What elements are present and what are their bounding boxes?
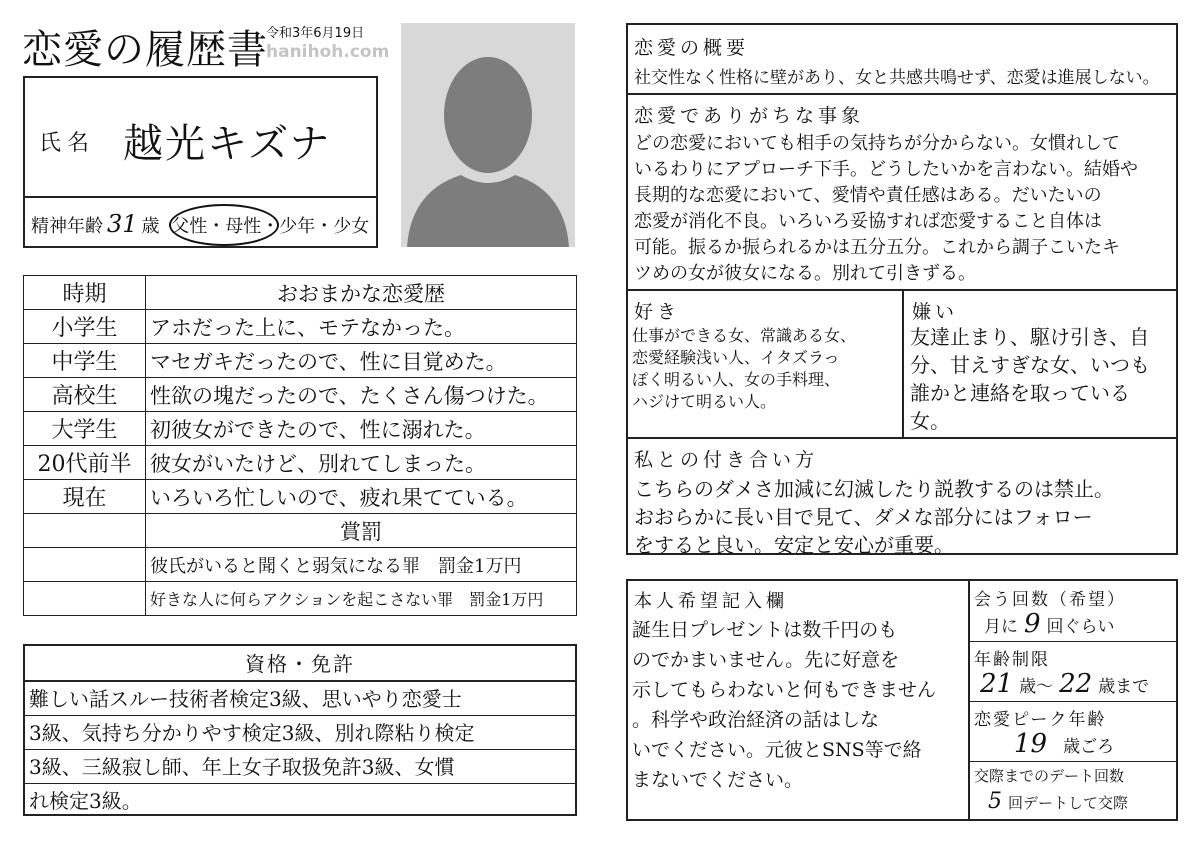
mental-age-label: 精神年齢 bbox=[31, 216, 103, 237]
likes-line: ハジけて明るい人。 bbox=[632, 392, 777, 411]
peak-age-number: 19 bbox=[1014, 729, 1048, 759]
name-label: 氏名 bbox=[39, 131, 96, 156]
qualifications-title: 資格・免許 bbox=[25, 646, 575, 682]
period-cell: 現在 bbox=[24, 480, 146, 514]
approach-line: こちらのダメさ加減に幻滅したり説教するのは禁止。 bbox=[634, 477, 1114, 501]
peak-age-suffix: 歳ごろ bbox=[1063, 737, 1115, 757]
age-limit-max: 22 bbox=[1059, 669, 1093, 699]
dates-suffix: 回デートして交際 bbox=[1008, 794, 1129, 812]
history-cell: 初彼女ができたので、性に溺れた。 bbox=[146, 412, 577, 446]
qualification-line: 3級、三級寂し師、年上女子取扱免許3級、女慣 bbox=[25, 750, 575, 784]
divider bbox=[902, 289, 904, 437]
table-row bbox=[24, 446, 577, 480]
personality-types: 父性・母性・少年・少女 bbox=[171, 216, 370, 237]
dislikes-line: 女。 bbox=[910, 409, 950, 433]
common-events-label: 恋愛でありがちな事象 bbox=[634, 105, 865, 127]
wish-line: 。科学や政治経済の話はしな bbox=[632, 709, 880, 731]
age-limit-suffix: 歳まで bbox=[1098, 677, 1150, 697]
divider bbox=[968, 641, 1178, 642]
dislikes-line: 友達止まり、駆け引き、自 bbox=[910, 325, 1150, 349]
qualifications-box bbox=[23, 644, 577, 816]
age-limit-label: 年齢制限 bbox=[974, 650, 1050, 670]
history-cell: 彼女がいたけど、別れてしまった。 bbox=[146, 446, 577, 480]
wish-line: いでください。元彼とSNS等で絡 bbox=[632, 739, 922, 761]
peak-age-value bbox=[1008, 729, 1114, 759]
common-events-line: いるわりにアプローチ下手。どうしたいかを言わない。結婚や bbox=[634, 159, 1138, 180]
empty-cell bbox=[24, 514, 146, 548]
period-cell: 大学生 bbox=[24, 412, 146, 446]
likes-line: 仕事ができる女、常識ある女、 bbox=[632, 326, 857, 345]
penalty-cell: 彼氏がいると聞くと弱気になる罪 罰金1万円 bbox=[146, 548, 577, 582]
dislikes-line: 分、甘えすぎな女、いつも bbox=[910, 353, 1150, 377]
meet-suffix: 回ぐらい bbox=[1046, 617, 1115, 637]
dates-before-dating-value bbox=[982, 789, 1128, 814]
penalty-header: 賞罰 bbox=[146, 514, 577, 548]
dislikes-line: 誰かと連絡を取っている bbox=[910, 381, 1130, 405]
summary-label: 恋愛の概要 bbox=[634, 37, 750, 59]
period-cell: 高校生 bbox=[24, 378, 146, 412]
history-cell: マセガキだったので、性に目覚めた。 bbox=[146, 344, 577, 378]
meet-frequency-value bbox=[984, 609, 1115, 639]
table-header-row bbox=[24, 276, 577, 310]
qualification-line: れ検定3級。 bbox=[29, 789, 142, 813]
common-events-line: ツめの女が彼女になる。別れて引きずる。 bbox=[634, 263, 976, 284]
common-events-line: 可能。振るか振られるかは五分五分。これから調子こいたキ bbox=[634, 237, 1120, 258]
col-history-header: おおまかな恋愛歴 bbox=[146, 276, 577, 310]
penalty-cell: 好きな人に何らアクションを起こさない罪 罰金1万円 bbox=[146, 582, 577, 616]
age-limit-value bbox=[980, 669, 1149, 699]
common-events-line: 恋愛が消化不良。いろいろ妥協すれば恋愛すること自体は bbox=[634, 211, 1102, 232]
divider bbox=[628, 437, 1176, 439]
likes-label: 好き bbox=[634, 301, 681, 323]
table-row bbox=[24, 548, 577, 582]
mental-age-unit: 歳 bbox=[141, 216, 160, 237]
qualification-line: 難しい話スルー技術者検定3級、思いやり恋愛士 bbox=[25, 682, 575, 716]
table-row bbox=[24, 310, 577, 344]
meet-prefix: 月に bbox=[984, 617, 1018, 637]
avatar-silhouette-icon bbox=[401, 23, 575, 247]
divider bbox=[25, 196, 376, 198]
meet-frequency-label: 会う回数（希望） bbox=[974, 590, 1126, 610]
dates-number: 5 bbox=[988, 789, 1002, 814]
table-row bbox=[24, 412, 577, 446]
wish-line: のでかまいません。先に好意を bbox=[632, 649, 900, 671]
wish-line: 示してもらわないと何もできません bbox=[632, 679, 937, 701]
period-cell: 小学生 bbox=[24, 310, 146, 344]
col-period-header: 時期 bbox=[24, 276, 146, 310]
table-row bbox=[24, 582, 577, 616]
table-row bbox=[24, 344, 577, 378]
love-overview-box bbox=[626, 23, 1178, 555]
site-watermark: hanihoh.com bbox=[266, 42, 390, 62]
wish-line: 誕生日プレゼントは数千円のも bbox=[632, 619, 898, 641]
page-title: 恋愛の履歴書 bbox=[22, 27, 268, 73]
selected-type-circle bbox=[169, 204, 279, 246]
penalty-header-row bbox=[24, 514, 577, 548]
history-cell: アホだった上に、モテなかった。 bbox=[146, 310, 577, 344]
empty-cell bbox=[24, 582, 146, 616]
mental-age-value: 31 bbox=[107, 210, 138, 238]
age-limit-min: 21 bbox=[980, 669, 1014, 699]
love-history-table bbox=[23, 275, 577, 616]
divider bbox=[968, 581, 970, 819]
likes-line: ぽく明るい人、女の手料理、 bbox=[632, 370, 841, 389]
approach-line: おおらかに長い目で見て、ダメな部分にはフォロー bbox=[634, 505, 1093, 529]
dates-before-dating-label: 交際までのデート回数 bbox=[974, 767, 1125, 785]
wish-label: 本人希望記入欄 bbox=[634, 591, 788, 612]
period-cell: 中学生 bbox=[24, 344, 146, 378]
document-date: 令和3年6月19日 bbox=[266, 26, 365, 41]
wish-line: まないでください。 bbox=[632, 769, 804, 791]
dislikes-label: 嫌い bbox=[912, 301, 959, 323]
divider bbox=[628, 93, 1176, 95]
profile-photo-placeholder bbox=[401, 23, 575, 247]
age-limit-mid: 歳〜 bbox=[1019, 677, 1054, 697]
qualification-line: 3級、気持ち分かりやす検定3級、別れ際粘り検定 bbox=[25, 716, 575, 750]
common-events-line: 長期的な恋愛において、愛情や責任感はある。だいたいの bbox=[634, 185, 1102, 206]
table-row bbox=[24, 378, 577, 412]
common-events-line: どの恋愛においても相手の気持ちが分からない。女慣れして bbox=[634, 133, 1120, 154]
peak-age-label: 恋愛ピーク年齢 bbox=[974, 710, 1107, 730]
history-cell: 性欲の塊だったので、たくさん傷つけた。 bbox=[146, 378, 577, 412]
approach-line: をすると良い。安定と安心が重要。 bbox=[634, 533, 954, 557]
empty-cell bbox=[24, 548, 146, 582]
divider bbox=[968, 761, 1178, 762]
likes-line: 恋愛経験浅い人、イタズラっ bbox=[632, 348, 840, 367]
personal-wish-box bbox=[626, 579, 1178, 821]
period-cell: 20代前半 bbox=[24, 446, 146, 480]
approach-label: 私との付き合い方 bbox=[634, 449, 819, 471]
summary-text: 社交性なく性格に壁があり、女と共感共鳴せず、恋愛は進展しない。 bbox=[634, 68, 1160, 88]
history-cell: いろいろ忙しいので、疲れ果てている。 bbox=[146, 480, 577, 514]
meet-number: 9 bbox=[1024, 609, 1041, 639]
table-row bbox=[24, 480, 577, 514]
name-value: 越光キズナ bbox=[123, 121, 332, 167]
divider bbox=[968, 701, 1178, 702]
name-box bbox=[23, 76, 378, 248]
